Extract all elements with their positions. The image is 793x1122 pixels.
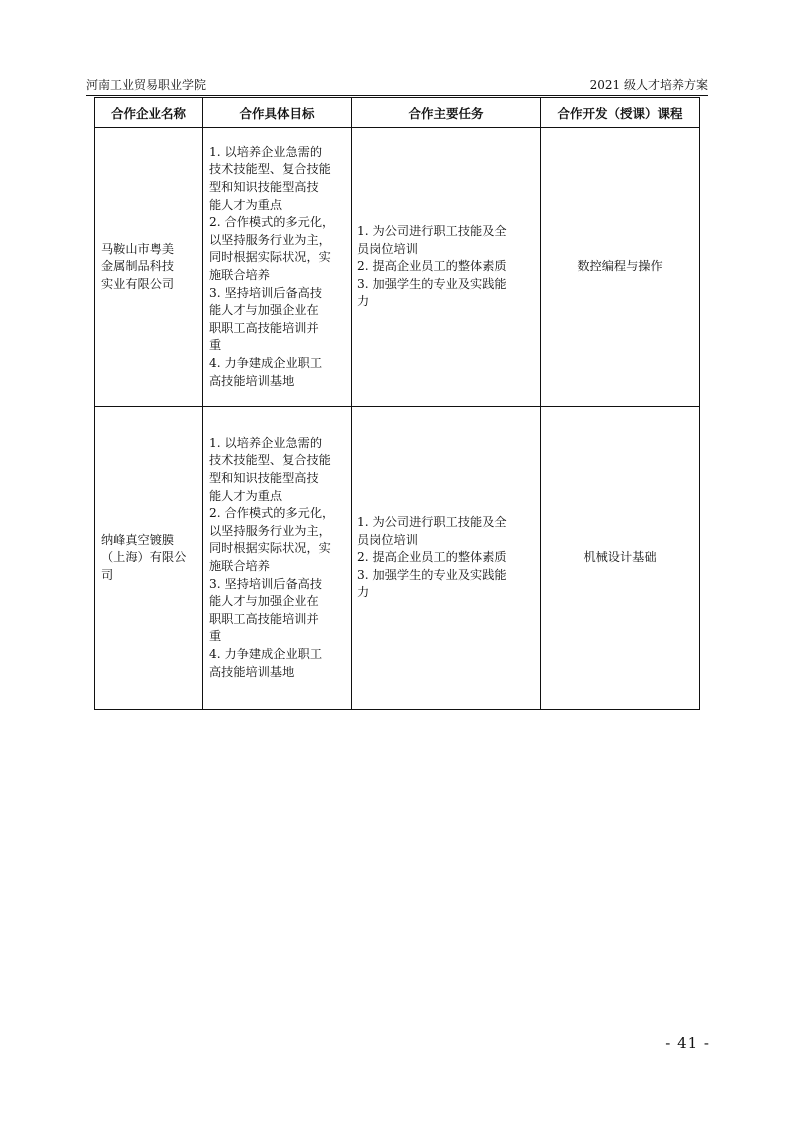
course-cell: 机械设计基础 <box>541 407 700 710</box>
goal-line: 技术技能型、复合技能 <box>209 453 331 468</box>
page-header <box>86 76 708 94</box>
cooperation-table <box>94 97 700 710</box>
header-document-title: 2021 级人才培养方案 <box>589 78 708 92</box>
goal-line: 1. 以培养企业急需的 <box>209 144 323 159</box>
header-rule <box>86 95 708 96</box>
goal-line: 型和知识技能型高技 <box>209 180 319 195</box>
goal-line: 职职工高技能培训并 <box>209 611 319 626</box>
goal-line: 能人才为重点 <box>209 488 283 503</box>
goal-line: 2. 合作模式的多元化， <box>209 215 335 230</box>
page-number: - 41 - <box>665 1034 710 1052</box>
tasks-cell <box>352 128 541 407</box>
company-cell <box>95 128 203 407</box>
goal-line: 3. 坚持培训后备高技 <box>209 285 323 300</box>
company-line: 纳峰真空镀膜 <box>101 532 175 547</box>
goal-line: 以坚持服务行业为主， <box>209 232 331 247</box>
goals-cell <box>203 128 352 407</box>
company-line: 实业有限公司 <box>101 276 175 291</box>
goal-line: 能人才与加强企业在 <box>209 594 319 609</box>
table-row <box>95 128 700 407</box>
task-line: 力 <box>357 294 370 309</box>
goal-line: 2. 合作模式的多元化， <box>209 506 335 521</box>
task-line: 2. 提高企业员工的整体素质 <box>357 259 507 274</box>
table-header-row <box>95 98 700 128</box>
task-line: 力 <box>357 585 370 600</box>
column-header-goals: 合作具体目标 <box>203 98 352 128</box>
company-line: 马鞍山市粤美 <box>101 241 175 256</box>
goals-cell <box>203 407 352 710</box>
goal-line: 能人才与加强企业在 <box>209 303 319 318</box>
company-line: 司 <box>101 567 114 582</box>
task-line: 员岗位培训 <box>357 241 418 256</box>
column-header-tasks: 合作主要任务 <box>352 98 541 128</box>
goal-line: 能人才为重点 <box>209 197 283 212</box>
goal-line: 型和知识技能型高技 <box>209 471 319 486</box>
goal-line: 4. 力争建成企业职工 <box>209 646 323 661</box>
tasks-cell <box>352 407 541 710</box>
goal-line: 4. 力争建成企业职工 <box>209 355 323 370</box>
goal-line: 1. 以培养企业急需的 <box>209 435 323 450</box>
goal-line: 同时根据实际状况，实 <box>209 250 331 265</box>
task-line: 1. 为公司进行职工技能及全 <box>357 515 507 530</box>
course-cell: 数控编程与操作 <box>541 128 700 407</box>
goal-line: 3. 坚持培训后备高技 <box>209 576 323 591</box>
table-row <box>95 407 700 710</box>
goal-line: 重 <box>209 629 222 644</box>
task-line: 1. 为公司进行职工技能及全 <box>357 224 507 239</box>
task-line: 员岗位培训 <box>357 532 418 547</box>
task-line: 3. 加强学生的专业及实践能 <box>357 276 507 291</box>
goal-line: 高技能培训基地 <box>209 664 295 679</box>
goal-line: 职职工高技能培训并 <box>209 320 319 335</box>
goal-line: 重 <box>209 338 222 353</box>
company-cell <box>95 407 203 710</box>
company-line: （上海）有限公 <box>101 550 187 565</box>
column-header-company: 合作企业名称 <box>95 98 203 128</box>
goal-line: 技术技能型、复合技能 <box>209 162 331 177</box>
goal-line: 以坚持服务行业为主， <box>209 523 331 538</box>
goal-line: 施联合培养 <box>209 559 270 573</box>
goal-line: 高技能培训基地 <box>209 373 295 388</box>
task-line: 3. 加强学生的专业及实践能 <box>357 567 507 582</box>
goal-line: 施联合培养 <box>209 268 270 282</box>
company-line: 金属制品科技 <box>101 259 175 274</box>
task-line: 2. 提高企业员工的整体素质 <box>357 550 507 565</box>
header-school-name: 河南工业贸易职业学院 <box>86 78 207 92</box>
goal-line: 同时根据实际状况，实 <box>209 541 331 556</box>
column-header-course: 合作开发（授课）课程 <box>541 98 700 128</box>
